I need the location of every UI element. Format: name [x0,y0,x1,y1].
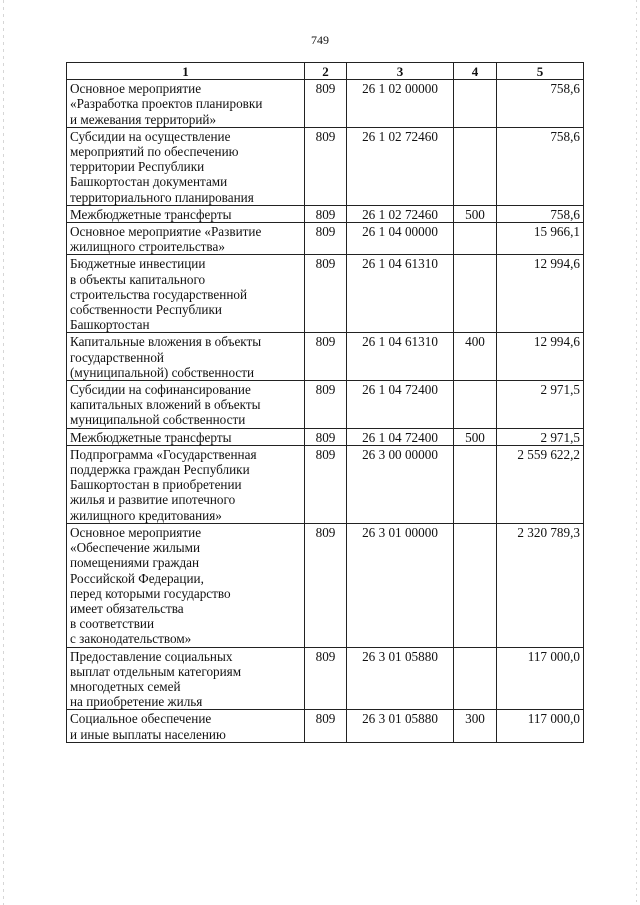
row-name: Предоставление социальных выплат отдельным категориям многодетных семей на приобретение жилья [67,647,305,710]
row-amount: 12 994,6 [497,255,584,333]
row-type [454,445,497,523]
row-code: 809 [305,333,347,381]
table-row [67,428,584,445]
row-name: Основное мероприятие «Обеспечение жилыми помещениями граждан Российской Федерации, перед которыми государство имеет обязательства в соответствии с законодательством» [67,523,305,647]
row-article: 26 1 02 72460 [347,127,454,205]
row-amount: 15 966,1 [497,223,584,255]
row-type: 500 [454,205,497,222]
row-name: Основное мероприятие «Развитие жилищного строительства» [67,223,305,255]
row-code: 809 [305,80,347,128]
row-name: Подпрограмма «Государственная поддержка граждан Республики Башкортостан в приобретении жилья и развитие ипотечного жилищного кредитования» [67,445,305,523]
header-cell-article: 3 [347,63,454,80]
row-article: 26 1 04 61310 [347,333,454,381]
row-article: 26 1 04 72400 [347,428,454,445]
row-article: 26 1 02 72460 [347,205,454,222]
row-type: 300 [454,710,497,742]
row-type [454,80,497,128]
row-amount: 12 994,6 [497,333,584,381]
row-code: 809 [305,445,347,523]
table-row [67,255,584,333]
row-amount: 117 000,0 [497,710,584,742]
table-row [67,523,584,647]
table-row [67,205,584,222]
header-row [67,63,584,80]
row-code: 809 [305,223,347,255]
table-row [67,333,584,381]
table-row [67,647,584,710]
header-cell-code: 2 [305,63,347,80]
row-name: Межбюджетные трансферты [67,205,305,222]
row-type: 500 [454,428,497,445]
row-type [454,647,497,710]
table-row [67,80,584,128]
row-code: 809 [305,255,347,333]
table-row [67,710,584,742]
row-article: 26 3 00 00000 [347,445,454,523]
row-name: Субсидии на софинансирование капитальных вложений в объекты муниципальной собственности [67,381,305,429]
row-name: Бюджетные инвестиции в объекты капитального строительства государственной собственности Республики Башкортостан [67,255,305,333]
row-code: 809 [305,710,347,742]
row-code: 809 [305,647,347,710]
row-amount: 2 559 622,2 [497,445,584,523]
row-amount: 2 320 789,3 [497,523,584,647]
header-cell-name: 1 [67,63,305,80]
row-code: 809 [305,523,347,647]
row-amount: 758,6 [497,205,584,222]
row-type [454,127,497,205]
header-cell-type: 4 [454,63,497,80]
row-code: 809 [305,381,347,429]
scan-edge-left [3,0,4,905]
row-amount: 2 971,5 [497,428,584,445]
row-article: 26 1 04 61310 [347,255,454,333]
row-article: 26 1 04 72400 [347,381,454,429]
row-name: Основное мероприятие «Разработка проектов планировки и межевания территорий» [67,80,305,128]
table-row [67,381,584,429]
table-row [67,223,584,255]
row-name: Межбюджетные трансферты [67,428,305,445]
row-type [454,223,497,255]
row-type [454,381,497,429]
row-type [454,255,497,333]
row-code: 809 [305,205,347,222]
row-article: 26 3 01 05880 [347,647,454,710]
budget-table [66,62,584,743]
scan-edge-right [636,0,637,905]
row-type: 400 [454,333,497,381]
table-row [67,127,584,205]
page-number: 749 [311,33,329,47]
row-amount: 117 000,0 [497,647,584,710]
row-name: Капитальные вложения в объекты государственной (муниципальной) собственности [67,333,305,381]
row-article: 26 3 01 00000 [347,523,454,647]
row-article: 26 1 02 00000 [347,80,454,128]
row-article: 26 3 01 05880 [347,710,454,742]
row-amount: 758,6 [497,127,584,205]
row-code: 809 [305,127,347,205]
row-amount: 2 971,5 [497,381,584,429]
row-code: 809 [305,428,347,445]
row-article: 26 1 04 00000 [347,223,454,255]
row-name: Социальное обеспечение и иные выплаты населению [67,710,305,742]
table-row [67,445,584,523]
row-type [454,523,497,647]
row-name: Субсидии на осуществление мероприятий по обеспечению территории Республики Башкортостан документами территориального планирования [67,127,305,205]
header-cell-amount: 5 [497,63,584,80]
row-amount: 758,6 [497,80,584,128]
